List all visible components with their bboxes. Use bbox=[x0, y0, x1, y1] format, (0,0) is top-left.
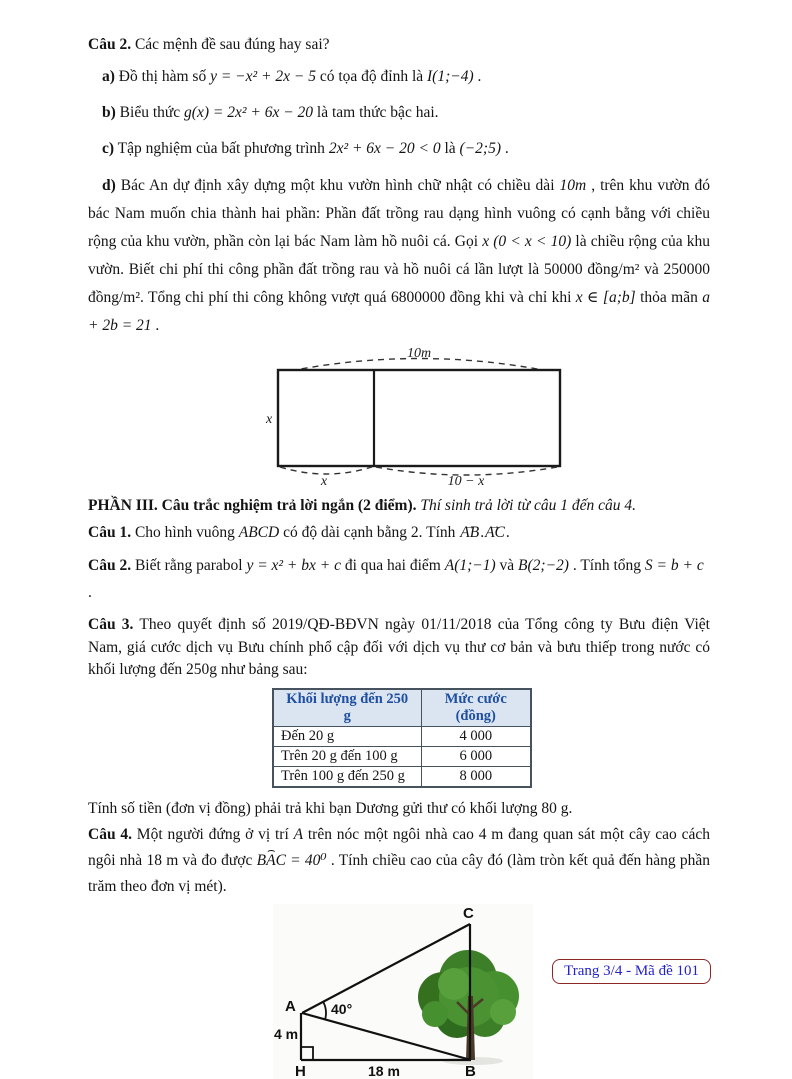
phan3-heading-bold: PHẦN III. Câu trắc nghiệm trả lời ngắn (2 điểm). bbox=[88, 497, 416, 514]
angle-BAC-notation: ⌢ BAC bbox=[257, 848, 286, 874]
label-4m: 4 m bbox=[274, 1026, 298, 1042]
label-H: H bbox=[295, 1063, 306, 1079]
cau2-heading-text: Các mệnh đề sau đúng hay sai? bbox=[131, 36, 329, 53]
phan3-cau4-text3: . Tính chiều cao của cây đó (làm tròn kết quả đến hàng phần trăm theo đơn vị mét). bbox=[88, 852, 710, 895]
statement-a-label: a) bbox=[102, 68, 115, 85]
phan3-cau1-math1: ABCD bbox=[239, 524, 279, 541]
table-row bbox=[273, 766, 531, 787]
statement-c-text2: là bbox=[441, 140, 460, 157]
statement-c-math1: 2x² + 6x − 20 < 0 bbox=[329, 140, 441, 157]
table-cell-fee: 8 000 bbox=[421, 766, 531, 787]
triangle-tree-figure bbox=[273, 904, 533, 1079]
statement-d-math4: a + 2b = 21 bbox=[88, 289, 710, 334]
cau2-heading-label: Câu 2. bbox=[88, 36, 131, 53]
phan3-cau3-label: Câu 3. bbox=[88, 616, 133, 633]
statement-d-label: d) bbox=[102, 177, 116, 194]
statement-d-text3: là chiều rộng của khu vườn. Biết chi phí thi công phần đất trồng rau và hồ nuôi cá lần lượt là 50000 đồng/m² và 250000 đồng/m². Tổng chi phí thi công không vượt quá 6800000 đồng khi và chỉ khi bbox=[88, 233, 710, 306]
phan3-cau4 bbox=[88, 822, 710, 900]
statement-d-text1: Bác An dự định xây dựng một khu vườn hình chữ nhật có chiều dài bbox=[116, 177, 560, 194]
phan3-cau3 bbox=[88, 614, 710, 682]
table-cell-fee: 6 000 bbox=[421, 746, 531, 766]
statement-d bbox=[88, 172, 710, 340]
statement-c-text: Tập nghiệm của bất phương trình bbox=[114, 140, 329, 157]
page-number-text: Trang 3/4 - Mã đề 101 bbox=[564, 963, 699, 979]
label-x-bottom: x bbox=[320, 474, 328, 489]
statement-b-math1: g(x) = 2x² + 6x − 20 bbox=[184, 104, 313, 121]
statement-d-text4: thỏa mãn bbox=[636, 289, 703, 306]
label-x-left: x bbox=[265, 412, 273, 427]
statement-c bbox=[88, 136, 710, 161]
phan3-cau2-math4: S = b + c bbox=[645, 557, 704, 574]
statement-a bbox=[88, 64, 710, 89]
label-A: A bbox=[285, 998, 296, 1015]
label-10-minus-x: 10 − x bbox=[448, 474, 485, 489]
statement-d-math3: x ∈ [a;b] bbox=[576, 289, 636, 306]
phan3-cau4-label: Câu 4. bbox=[88, 826, 132, 843]
statement-b-text: Biểu thức bbox=[116, 104, 184, 121]
phan3-heading-italic: Thí sinh trả lời từ câu 1 đến câu 4. bbox=[416, 497, 636, 514]
table-cell-weight: Đến 20 g bbox=[273, 726, 421, 746]
table-header-weight: Khối lượng đến 250 g bbox=[273, 689, 421, 727]
postal-fee-table bbox=[272, 688, 532, 788]
after-table-question: Tính số tiền (đơn vị đồng) phải trả khi bạn Dương gửi thư có khối lượng 80 g. bbox=[88, 798, 710, 820]
phan3-cau2 bbox=[88, 552, 710, 606]
phan3-cau4-text1: Một người đứng ở vị trí bbox=[132, 826, 294, 843]
rectangle-garden-figure bbox=[260, 344, 580, 487]
cau2-heading bbox=[88, 36, 710, 54]
statement-c-label: c) bbox=[102, 140, 114, 157]
table-cell-weight: Trên 100 g đến 250 g bbox=[273, 766, 421, 787]
phan3-cau2-math3: B(2;−2) bbox=[518, 557, 569, 574]
label-C: C bbox=[463, 905, 474, 922]
phan3-cau2-text2: đi qua hai điểm bbox=[341, 557, 445, 574]
phan3-cau1-label: Câu 1. bbox=[88, 524, 131, 541]
statement-d-math1: 10m bbox=[560, 177, 587, 194]
table-cell-fee: 4 000 bbox=[421, 726, 531, 746]
vector-AB: → AB bbox=[459, 521, 480, 545]
statement-b bbox=[88, 100, 710, 125]
phan3-cau2-label: Câu 2. bbox=[88, 557, 131, 574]
statement-a-math2: I(1;−4) bbox=[427, 68, 474, 85]
phan3-cau4-math2: = 40⁰ bbox=[286, 852, 327, 869]
statement-d-text2: , trên khu vườn đó bác Nam muốn chia thành hai phần: Phần đất trồng rau dạng hình vuông có cạnh bằng với chiều rộng của khu vườn, phần còn lại bác Nam làm hồ nuôi cá. Gọi bbox=[88, 177, 710, 250]
statement-c-math2: (−2;5) bbox=[460, 140, 501, 157]
phan3-cau1-text1: Cho hình vuông bbox=[131, 524, 239, 541]
phan3-cau2-text3: và bbox=[496, 557, 518, 574]
table-row bbox=[273, 726, 531, 746]
label-B: B bbox=[465, 1063, 476, 1079]
garden-rectangle bbox=[278, 370, 560, 466]
statement-a-text: Đồ thị hàm số bbox=[115, 68, 210, 85]
page-number-badge bbox=[552, 959, 711, 984]
phan3-cau1 bbox=[88, 521, 710, 545]
phan3-heading bbox=[88, 494, 710, 517]
label-angle-40: 40° bbox=[331, 1001, 352, 1017]
phan3-cau4-text2: trên nóc một ngôi nhà cao 4 m đang quan sát một cây cao cách ngôi nhà 18 m và đo được bbox=[88, 826, 710, 869]
table-header-fee: Mức cước (đồng) bbox=[421, 689, 531, 727]
vector-AC: → AC bbox=[484, 521, 506, 545]
phan3-cau2-math2: A(1;−1) bbox=[445, 557, 496, 574]
statement-d-math2: x (0 < x < 10) bbox=[482, 233, 571, 250]
statement-a-text2: có tọa độ đỉnh là bbox=[316, 68, 427, 85]
statement-d-text5: . bbox=[152, 317, 160, 334]
statement-a-text3: . bbox=[474, 68, 482, 85]
statement-c-text3: . bbox=[501, 140, 509, 157]
phan3-cau4-math1: A bbox=[294, 826, 303, 843]
table-row bbox=[273, 746, 531, 766]
phan3-cau1-dot: . bbox=[480, 524, 484, 541]
statement-a-math1: y = −x² + 2x − 5 bbox=[210, 68, 316, 85]
statement-b-label: b) bbox=[102, 104, 116, 121]
label-18m: 18 m bbox=[368, 1063, 400, 1079]
phan3-cau3-text: Theo quyết định số 2019/QĐ-BĐVN ngày 01/11/2018 của Tổng công ty Bưu điện Việt Nam, giá cước dịch vụ Bưu chính phổ cập đối với dịch vụ thư cơ bản và bưu thiếp trong nước có khối lượng đến 250g như bảng sau: bbox=[88, 616, 710, 678]
statement-b-text2: là tam thức bậc hai. bbox=[313, 104, 438, 121]
phan3-cau2-text4: . Tính tổng bbox=[569, 557, 645, 574]
phan3-cau2-math1: y = x² + bx + c bbox=[246, 557, 341, 574]
phan3-cau2-text1: Biết rằng parabol bbox=[131, 557, 246, 574]
phan3-cau1-text2: có độ dài cạnh bằng 2. Tính bbox=[279, 524, 459, 541]
bottom-left-dashed-brace bbox=[280, 467, 372, 474]
phan3-cau1-text3: . bbox=[506, 524, 510, 541]
table-header-row bbox=[273, 689, 531, 727]
phan3-cau2-text5: . bbox=[88, 584, 92, 601]
table-cell-weight: Trên 20 g đến 100 g bbox=[273, 746, 421, 766]
label-10m: 10m bbox=[407, 346, 431, 361]
